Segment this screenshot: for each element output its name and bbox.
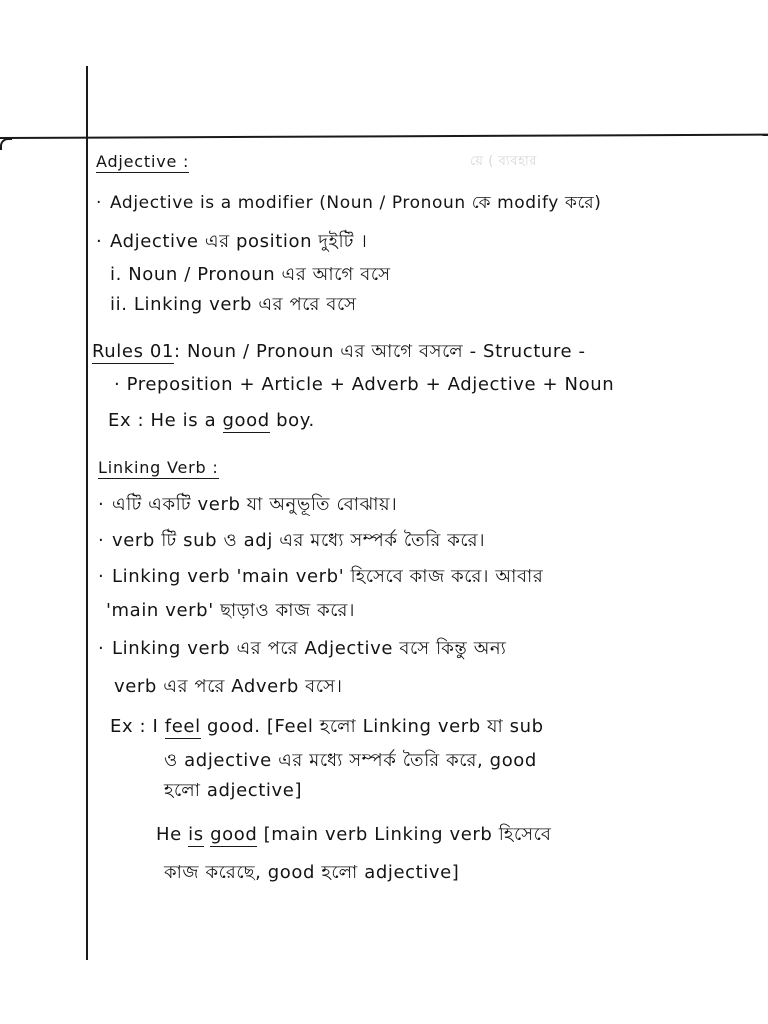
rules01-example: Ex : He is a good boy. bbox=[108, 410, 315, 431]
header-rule bbox=[0, 134, 768, 139]
example-1-line-1: Ex : I feel good. [Feel হলো Linking verb যা sub bbox=[110, 716, 544, 737]
bleed-through-text: য়ে ( ব্যবহার bbox=[470, 154, 538, 169]
example-1-line-3: হলো adjective] bbox=[164, 780, 303, 801]
rules01-line: Rules 01: Noun / Pronoun এর আগে বসলে - Structure - bbox=[92, 341, 586, 362]
position-item-2: ii. Linking verb এর পরে বসে bbox=[110, 294, 357, 315]
rules01-structure: · Preposition + Article + Adverb + Adjective + Noun bbox=[114, 374, 615, 395]
margin-line bbox=[86, 66, 88, 960]
adjective-bullet-1: · Adjective is a modifier (Noun / Pronoun কে modify করে) bbox=[96, 193, 602, 213]
rules01-label: Rules 01 bbox=[92, 341, 174, 362]
rule-hook bbox=[0, 138, 12, 150]
example-2-line-1: He is good [main verb Linking verb হিসেবে bbox=[156, 824, 552, 845]
linking-bullet-3: · Linking verb 'main verb' হিসেবে কাজ করে। আবার bbox=[98, 566, 544, 587]
example-1-line-2: ও adjective এর মধ্যে সম্পর্ক তৈরি করে, good bbox=[164, 750, 537, 771]
adjective-bullet-2: · Adjective এর position দুইটি । bbox=[96, 231, 368, 252]
linking-verb-heading: Linking Verb : bbox=[98, 458, 219, 477]
linking-bullet-4: · Linking verb এর পরে Adjective বসে কিন্তু অন্য bbox=[98, 638, 507, 659]
position-item-1: i. Noun / Pronoun এর আগে বসে bbox=[110, 264, 391, 285]
linking-bullet-2: · verb টি sub ও adj এর মধ্যে সম্পর্ক তৈরি করে। bbox=[98, 530, 486, 551]
linking-bullet-4-cont: verb এর পরে Adverb বসে। bbox=[114, 676, 343, 697]
linking-bullet-3-cont: 'main verb' ছাড়াও কাজ করে। bbox=[106, 600, 356, 621]
example-2-line-2: কাজ করেছে, good হলো adjective] bbox=[164, 862, 460, 883]
linking-bullet-1: · এটি একটি verb যা অনুভূতি বোঝায়। bbox=[98, 494, 398, 515]
adjective-heading: Adjective : bbox=[96, 152, 190, 171]
